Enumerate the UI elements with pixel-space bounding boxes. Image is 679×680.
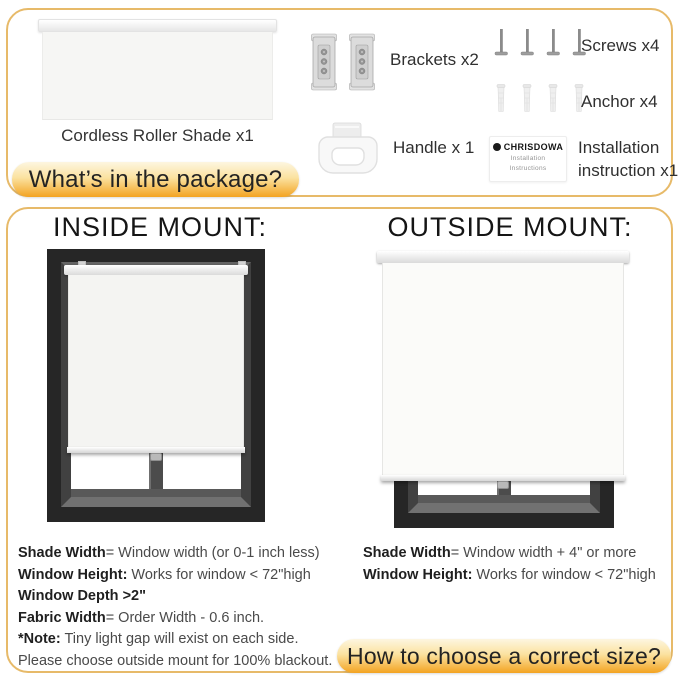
inside-mount-heading: INSIDE MOUNT: bbox=[52, 212, 267, 242]
size-banner: How to choose a correct size? bbox=[337, 639, 671, 673]
bracket-icon bbox=[310, 33, 338, 91]
window-sash bbox=[418, 495, 590, 503]
anchor-label: Anchor x4 bbox=[581, 92, 658, 111]
instruction-card bbox=[489, 136, 567, 182]
handle-icon bbox=[316, 122, 380, 180]
anchors-icon bbox=[494, 84, 588, 113]
brand-name: CHRISDOWA bbox=[503, 142, 564, 152]
spec-line: Window Depth >2" bbox=[18, 588, 146, 605]
instruction-label: Installation instruction x1 bbox=[578, 138, 679, 180]
outside-mount-heading: OUTSIDE MOUNT: bbox=[387, 212, 633, 242]
outside-mount-specs bbox=[363, 543, 656, 586]
inside-shade-fabric bbox=[68, 275, 244, 447]
shade-pull-handle bbox=[497, 481, 509, 489]
spec-line: Shade Width= Window width (or 0-1 inch less) bbox=[18, 545, 320, 561]
card-line: Installation bbox=[510, 155, 546, 162]
inside-shade-rail bbox=[64, 265, 248, 275]
bracket-icon bbox=[348, 33, 376, 91]
roller-shade-label: Cordless Roller Shade x1 bbox=[61, 126, 254, 145]
window-sash bbox=[71, 489, 241, 497]
shade-pull-handle bbox=[150, 453, 162, 461]
spec-line: Please choose outside mount for 100% blackout. bbox=[18, 652, 333, 669]
inside-mount-specs bbox=[18, 543, 332, 673]
roller-shade-rail bbox=[38, 19, 277, 32]
brand-logo-icon bbox=[493, 143, 501, 151]
spec-line: Window Height: Works for window < 72"high bbox=[363, 566, 656, 583]
package-banner: What’s in the package? bbox=[12, 162, 299, 197]
spec-line: Window Height: Works for window < 72"high bbox=[18, 566, 311, 583]
screws-label: Screws x4 bbox=[581, 36, 660, 55]
outside-shade-fabric bbox=[382, 263, 624, 475]
screws-icon bbox=[494, 28, 588, 58]
card-line: Instructions bbox=[509, 165, 547, 172]
spec-line: *Note: Tiny light gap will exist on each side. bbox=[18, 631, 299, 648]
brackets-label: Brackets x2 bbox=[390, 50, 479, 69]
spec-line: Fabric Width= Order Width - 0.6 inch. bbox=[18, 609, 265, 626]
handle-label: Handle x 1 bbox=[393, 138, 475, 157]
roller-shade-fabric bbox=[42, 32, 273, 120]
outside-shade-rail bbox=[377, 251, 629, 263]
spec-line: Shade Width= Window width + 4" or more bbox=[363, 545, 637, 561]
